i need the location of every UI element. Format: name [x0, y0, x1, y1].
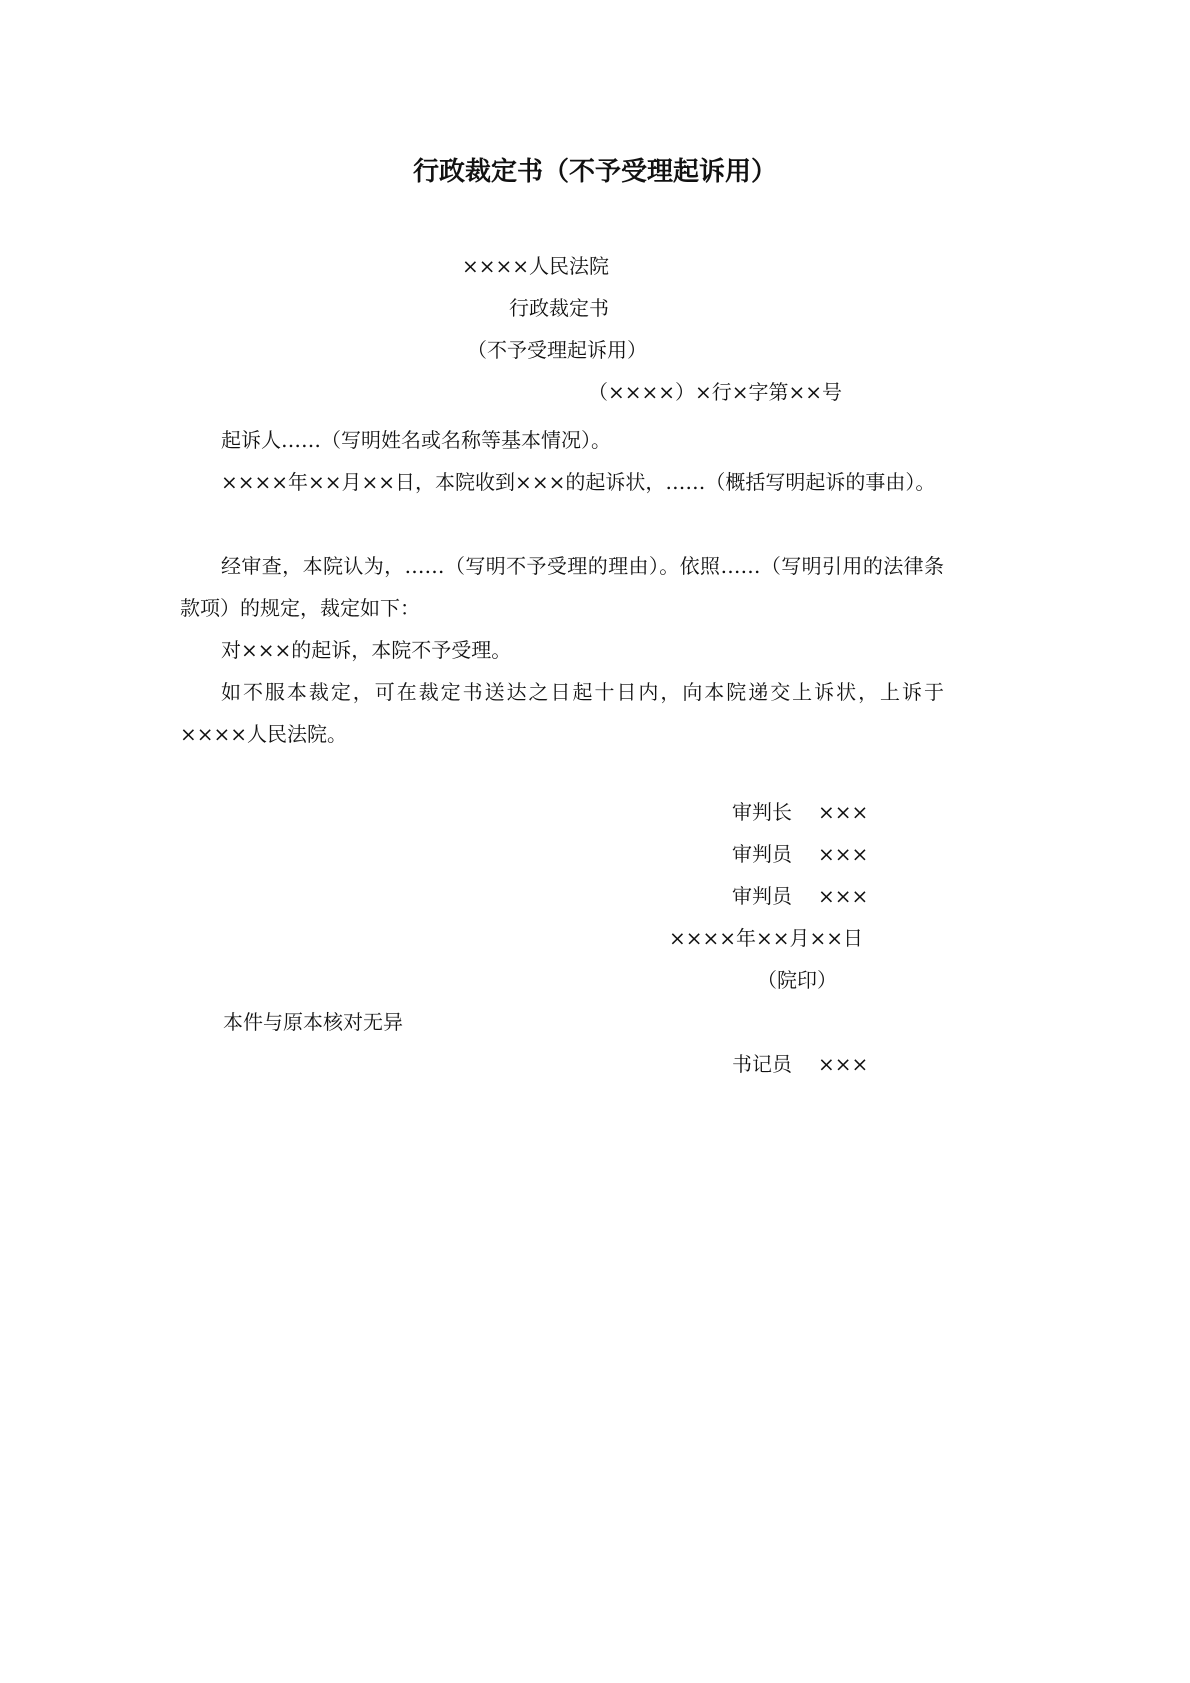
ruling-date: ××××年××月××日 [669, 926, 864, 950]
paragraph-receipt: ××××年××月××日，本院收到×××的起诉状，……（概括写明起诉的事由）。 [221, 470, 936, 494]
clerk-name: ××× [818, 1052, 869, 1076]
signature-name-presiding-judge: ××× [818, 800, 869, 824]
signature-name-judge-2: ××× [818, 884, 869, 908]
signature-role-presiding-judge: 审判长 [732, 800, 792, 824]
verification-note: 本件与原本核对无异 [223, 1010, 403, 1034]
signature-name-judge-1: ××× [818, 842, 869, 866]
clerk-role: 书记员 [732, 1052, 792, 1076]
case-number: （××××）×行×字第××号 [588, 380, 843, 404]
signature-role-judge-2: 审判员 [732, 884, 792, 908]
court-name: ××××人民法院 [462, 254, 610, 278]
paragraph-ruling: 对×××的起诉，本院不予受理。 [221, 638, 512, 662]
document-title: 行政裁定书（不予受理起诉用） [412, 157, 777, 187]
court-seal-note: （院印） [757, 968, 837, 992]
paragraph-plaintiff: 起诉人……（写明姓名或名称等基本情况）。 [221, 428, 611, 452]
paragraph-appeal: 如不服本裁定，可在裁定书送达之日起十日内，向本院递交上诉状，上诉于××××人民法院。 [180, 680, 944, 746]
document-subtitle: 行政裁定书 [509, 296, 609, 320]
signature-role-judge-1: 审判员 [732, 842, 792, 866]
document-subtitle-note: （不予受理起诉用） [467, 338, 647, 362]
paragraph-review: 经审查，本院认为，……（写明不予受理的理由）。依照……（写明引用的法律条款项）的规定，裁定如下： [180, 554, 944, 620]
